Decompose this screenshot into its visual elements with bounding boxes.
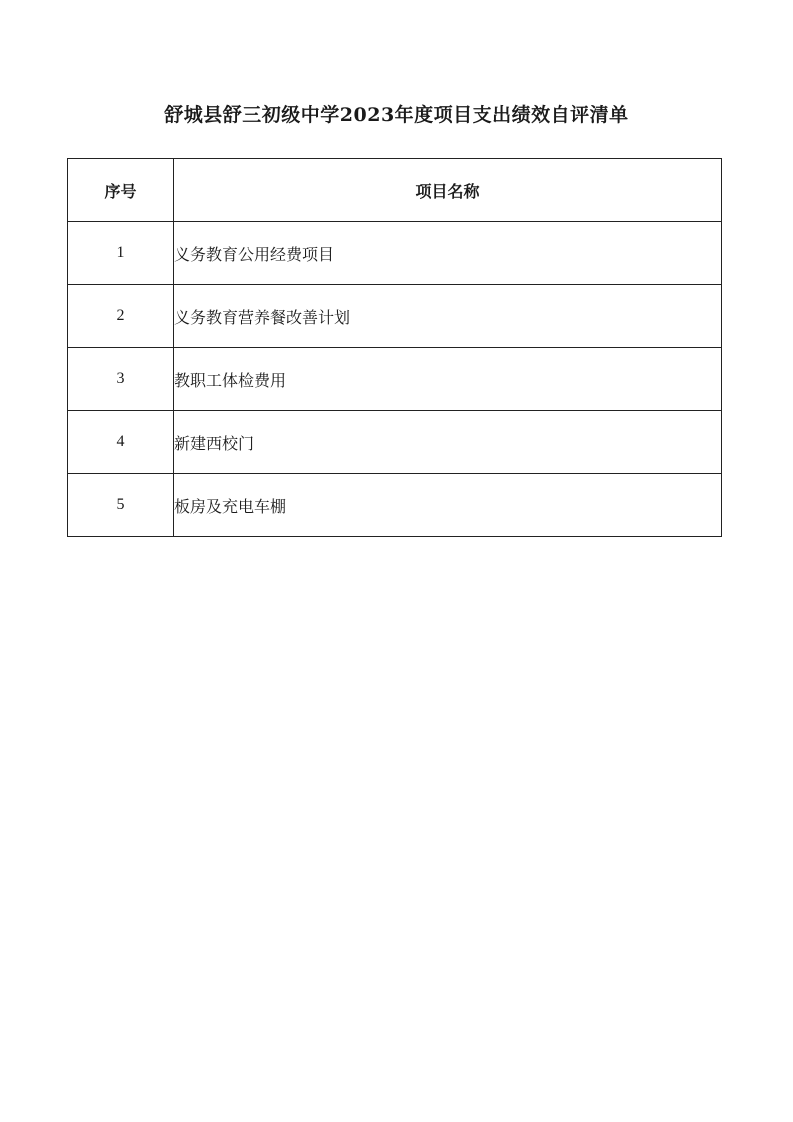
table-row [68, 411, 722, 474]
row-project-name: 义务教育公用经费项目 [174, 222, 722, 285]
row-project-name: 义务教育营养餐改善计划 [174, 285, 722, 348]
row-index: 5 [68, 474, 174, 537]
table-row [68, 348, 722, 411]
project-expenditure-table [67, 158, 722, 537]
column-header-project-name: 项目名称 [174, 159, 722, 222]
table-row [68, 285, 722, 348]
column-header-index: 序号 [68, 159, 174, 222]
table-header-row [68, 159, 722, 222]
row-index: 2 [68, 285, 174, 348]
row-index: 1 [68, 222, 174, 285]
table-row [68, 474, 722, 537]
row-project-name: 新建西校门 [174, 411, 722, 474]
table-row [68, 222, 722, 285]
row-index: 3 [68, 348, 174, 411]
row-index: 4 [68, 411, 174, 474]
row-project-name: 教职工体检费用 [174, 348, 722, 411]
document-title: 舒城县舒三初级中学2023年度项目支出绩效自评清单 [164, 104, 629, 126]
row-project-name: 板房及充电车棚 [174, 474, 722, 537]
